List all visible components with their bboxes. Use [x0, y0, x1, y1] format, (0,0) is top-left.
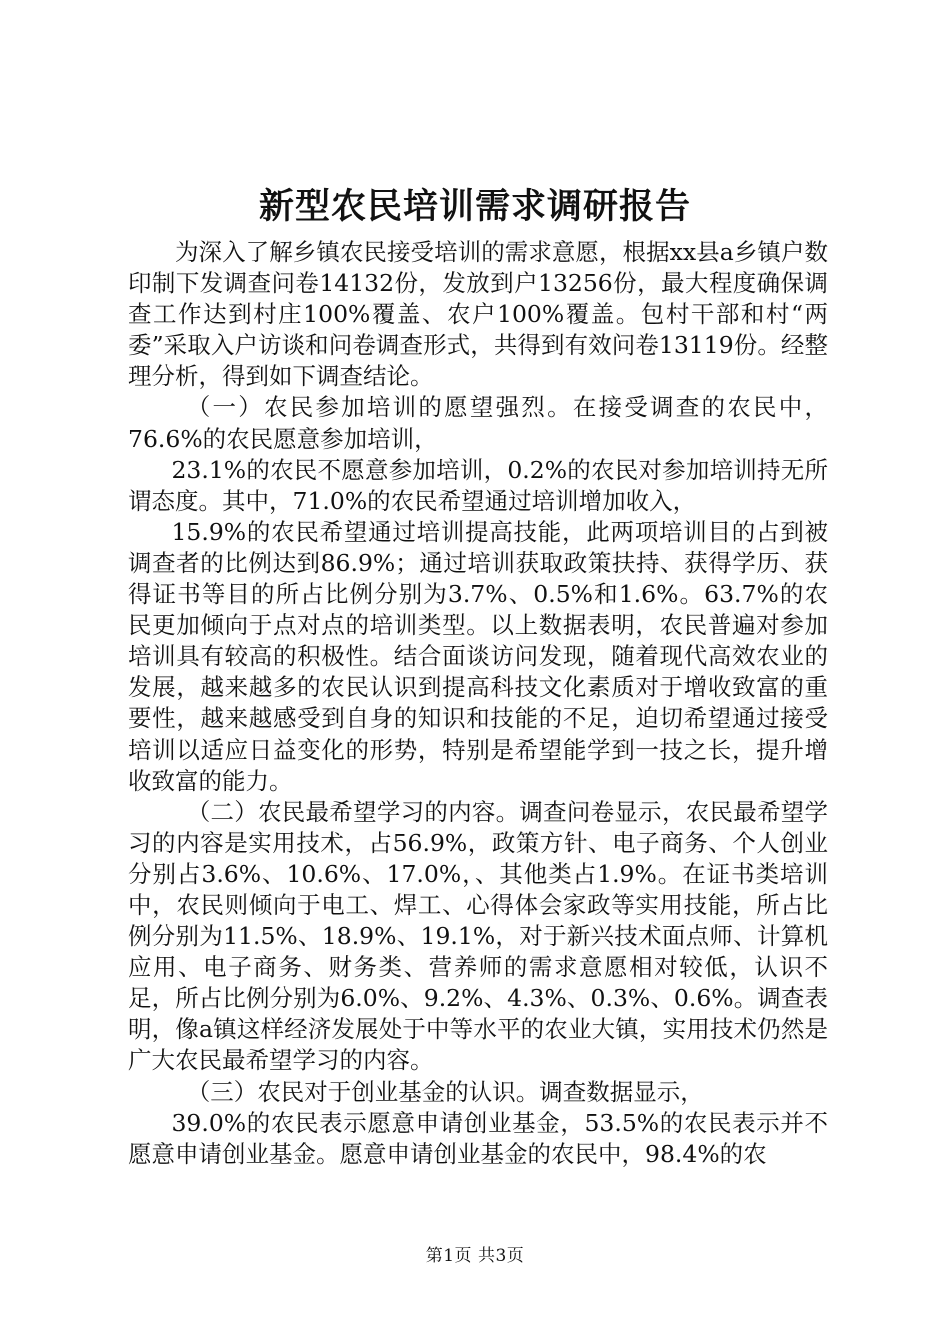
paragraph-section-1-heading: （一）农民参加培训的愿望强烈。在接受调查的农民中，76.6%的农民愿意参加培训，: [128, 393, 828, 453]
paragraph-section-1-details: 15.9%的农民希望通过培训提高技能，此两项培训目的占到被调查者的比例达到86.9%；通过培训获取政策扶持、获得学历、获得证书等目的所占比例分别为3.7%、0.5%和1.6%。63.7%的农民更加倾向于点对点的培训类型。以上数据表明，农民普遍对参加培训具有较高的积极性。结合面谈访问发现，随着现代高效农业的发展，越来越多的农民认识到提高科技文化素质对于增收致富的重要性，越来越感受到自身的知识和技能的不足，迫切希望通过接受培训以适应日益变化的形势，特别是希望能学到一技之长，提升增收致富的能力。: [128, 517, 828, 795]
paragraph-section-3-heading: （三）农民对于创业基金的认识。调查数据显示，: [186, 1077, 704, 1106]
document-title: 新型农民培训需求调研报告: [258, 186, 691, 227]
page-number-footer: 第1页 共3页: [425, 1246, 525, 1266]
paragraph-section-1-continued: 23.1%的农民不愿意参加培训，0.2%的农民对参加培训持无所谓态度。其中，71.0%的农民希望通过培训增加收入，: [128, 455, 828, 515]
document-body: [128, 237, 828, 1170]
paragraph-section-2: （二）农民最希望学习的内容。调查问卷显示，农民最希望学习的内容是实用技术，占56.9%，政策方针、电子商务、个人创业分别占3.6%、10.6%、17.0%，、其他类占1.9%。在证书类培训中，农民则倾向于电工、焊工、心得体会家政等实用技能，所占比例分别为11.5%、18.9%、19.1%，对于新兴技术面点师、计算机应用、电子商务、财务类、营养师的需求意愿相对较低，认识不足，所占比例分别为6.0%、9.2%、4.3%、0.3%、0.6%。调查表明，像a镇这样经济发展处于中等水平的农业大镇，实用技术仍然是广大农民最希望学习的内容。: [128, 797, 828, 1075]
paragraph-section-3-continued: 39.0%的农民表示愿意申请创业基金，53.5%的农民表示并不愿意申请创业基金。愿意申请创业基金的农民中，98.4%的农: [128, 1108, 828, 1168]
paragraph-intro: 为深入了解乡镇农民接受培训的需求意愿，根据xx县a乡镇户数印制下发调查问卷14132份，发放到户13256份，最大程度确保调查工作达到村庄100%覆盖、农户100%覆盖。包村干部和村“两委”采取入户访谈和问卷调查形式，共得到有效问卷13119份。经整理分析，得到如下调查结论。: [128, 238, 828, 391]
